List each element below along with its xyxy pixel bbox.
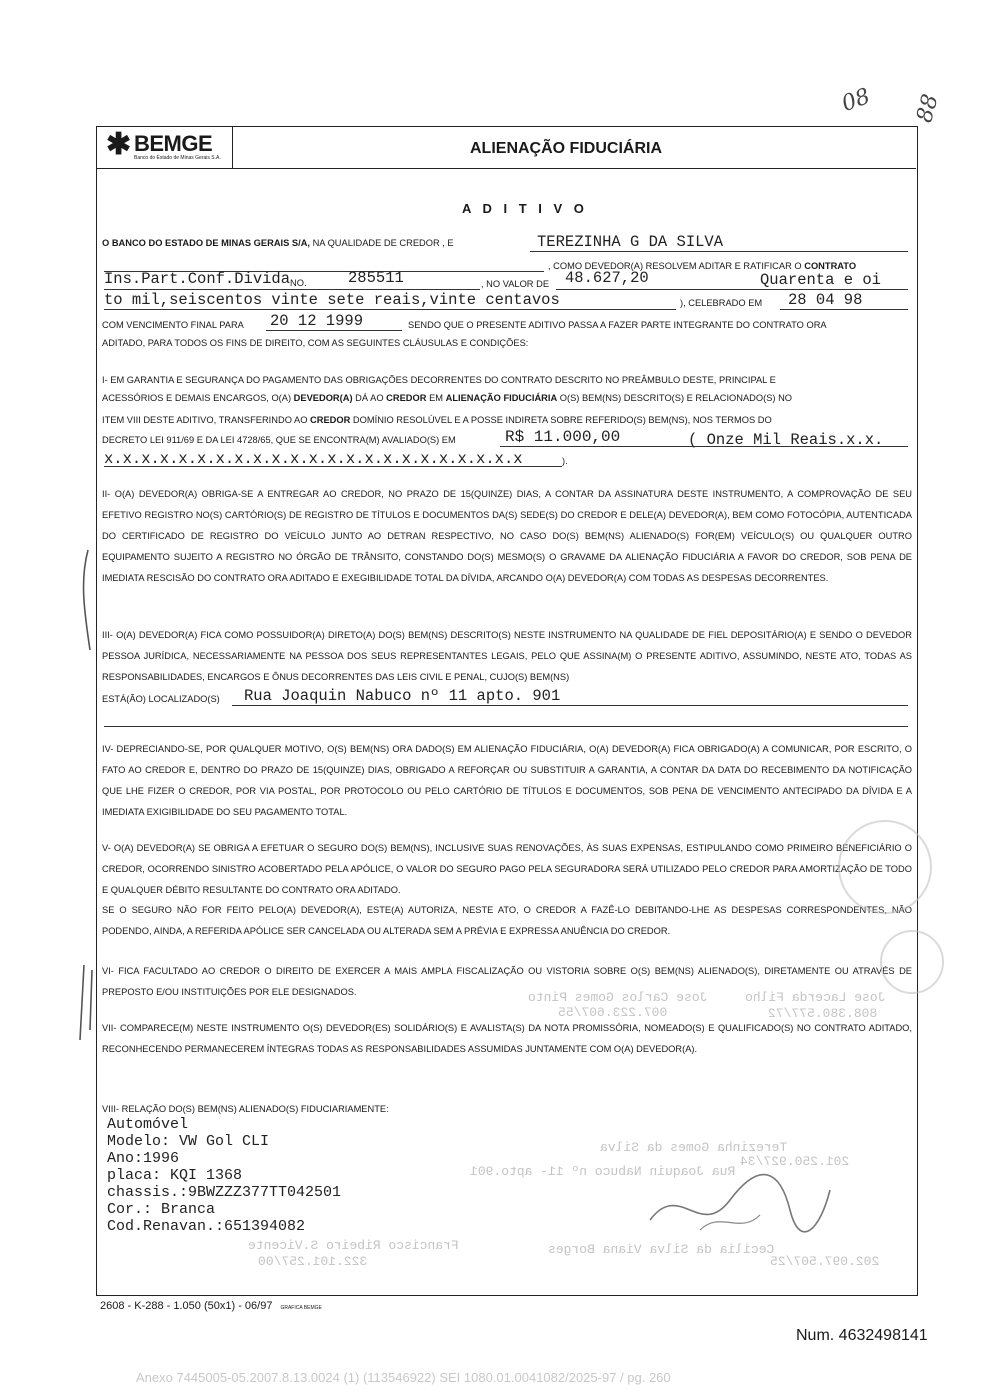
bleed-text: 007.223.607/55 <box>558 1005 668 1020</box>
signature-icon <box>640 1160 840 1250</box>
appraised-value-words-1: ( Onze Mil Reais.x.x. <box>688 431 884 449</box>
annex-reference: Anexo 7445005-05.2007.8.13.0024 (1) (113546922) SEI 1080.01.0041082/2025-97 / pg. 260 <box>136 1370 671 1385</box>
valor-label: , NO VALOR DE <box>481 279 550 289</box>
margin-marks-icon <box>60 960 100 1050</box>
location-label: ESTÁ(ÃO) LOCALIZADO(S) <box>102 694 220 704</box>
logo-subtitle: Banco do Estado de Minas Gerais S.A. <box>134 155 221 161</box>
bleed-text: Terezinha Gomes da Silva <box>600 1140 788 1155</box>
asset-line: Cod.Renavan.:651394082 <box>107 1218 306 1235</box>
celebrado-date: 28 04 98 <box>788 291 863 309</box>
notary-stamp <box>838 820 932 914</box>
clause8-label: VIII- RELAÇÃO DO(S) BEM(NS) ALIENADO(S) FIDUCIARIAMENTE: <box>102 1104 389 1114</box>
clause4: IV- DEPRECIANDO-SE, POR QUALQUER MOTIVO, O(S) BEM(NS) ORA DADO(S) EM ALIENAÇÃO FIDUCIÁRIA, O(A) DEVEDOR(A) FICA OBRIGADO(A) A COMUNICAR, POR ESCRITO, O FATO AO CREDOR E, DENTRO DO PRAZO DE 15(QUINZE) DIAS, OBRIGADO A REFORÇAR OU SUBSTITUIR A GARANTIA, A CONTAR DA DATA DO RECEBIMENTO DA NOTIFICAÇÃO QUE LHE FIZER O CREDOR, POR VIA POSTAL, POR PROTOCOLO OU PELO CARTÓRIO DE TÍTULOS E DOCUMENTOS, SOB PENA DE VENCIMENTO ANTECIPADO DA DÍVIDA E A IMEDIATA EXIGIBILIDADE DO SEU PAGAMENTO TOTAL. <box>102 744 912 817</box>
preamble-line6: ADITADO, PARA TODOS OS FINS DE DIREITO, COM AS SEGUINTES CLÁUSULAS E CONDIÇÕES: <box>102 338 529 348</box>
underline <box>104 289 480 290</box>
clause5b: SE O SEGURO NÃO FOR FEITO PELO(A) DEVEDOR(A), ESTE(A) AUTORIZA, NESTE ATO, O CREDOR A FAZÊ-LO DEBITANDO-LHE AS DESPESAS CORRESPONDENTES, NÃO PODENDO, AINDA, A REFERIDA APÓLICE SER CANCELADA OU ALTERADA SEM A PRÉVIA E EXPRESSA ANUÊNCIA DO CREDOR. <box>102 905 912 936</box>
contract-number: 285511 <box>348 269 404 287</box>
document-number: Num. 4632498141 <box>796 1327 928 1344</box>
debtor-name: TEREZINHA G DA SILVA <box>537 233 724 251</box>
venc-rest: SENDO QUE O PRESENTE ADITIVO PASSA A FAZER PARTE INTEGRANTE DO CONTRATO ORA <box>408 320 827 330</box>
asset-line: chassis.:9BWZZZ377TT042501 <box>107 1184 342 1201</box>
clause1-end: ). <box>562 456 568 466</box>
underline <box>232 705 908 706</box>
logo-divider <box>232 126 233 168</box>
document-title: ALIENAÇÃO FIDUCIÁRIA <box>470 140 662 157</box>
clause1-line2: ACESSÓRIOS E DEMAIS ENCARGOS, O(A) DEVEDOR(A) DÁ AO CREDOR EM ALIENAÇÃO FIDUCIÁRIA O(S) BEM(NS) DESCRITO(S) E RELACIONADO(S) NO <box>102 393 793 403</box>
bleed-text: Rua Joaquin Nabuco nº 11- apto.901 <box>470 1164 736 1179</box>
handwritten-mark-1: 08 <box>838 83 874 118</box>
handwritten-mark-2: 88 <box>912 91 944 126</box>
contract-no-label: NO. <box>290 278 307 288</box>
underline <box>266 330 402 331</box>
bleed-text: Cecilia da Silva Viana Borges <box>548 1242 775 1257</box>
asset-list <box>107 1116 341 1235</box>
preamble-line2: , COMO DEVEDOR(A) RESOLVEM ADITAR E RATIFICAR O CONTRATO <box>548 261 857 271</box>
clause6: VI- FICA FACULTADO AO CREDOR O DIREITO DE EXERCER A MAIS AMPLA FISCALIZAÇÃO OU VISTORIA SOBRE O(S) BEM(NS) ALIENADO(S), DIRETAMENTE OU ATRAVÉS DE PREPOSTO E/OU INSTITUIÇÕES POR ELE DESIGNADOS. <box>102 966 912 997</box>
asset-line: placa: KQI 1368 <box>107 1167 243 1184</box>
clause7: VII- COMPARECE(M) NESTE INSTRUMENTO O(S) DEVEDOR(ES) SOLIDÁRIO(S) E AVALISTA(S) DA NOTA PROMISSÓRIA, NOMEADO(S) E QUALIFICADO(S) NO CONTRATO ADITADO, RECONHECENDO PERMANECEREM ÍNTEGRAS TODAS AS RESPONSABILIDADES ASSUMIDAS JUNTAMENTE COM O(A) DEVEDOR(A). <box>102 1023 912 1054</box>
notary-stamp <box>880 930 944 994</box>
underline <box>530 251 908 252</box>
asset-line: Ano:1996 <box>107 1150 180 1167</box>
logo-text: BEMGE <box>134 131 213 156</box>
underline <box>104 466 562 467</box>
bleed-text: Jose Lacerda Filho <box>745 990 886 1005</box>
bleed-text: 201.250.927/34 <box>740 1154 850 1169</box>
underline <box>500 446 908 447</box>
venc-date: 20 12 1999 <box>270 312 364 330</box>
asset-line: Modelo: VW Gol CLI <box>107 1133 270 1150</box>
contract-type: Ins.Part.Conf.Divida <box>104 270 291 288</box>
appraised-value-words-2: x.x.x.x.x.x.x.x.x.x.x.x.x.x.x.x.x.x.x.x.x.x.x <box>104 450 523 468</box>
clause1-line4: DECRETO LEI 911/69 E DA LEI 4728/65, QUE SE ENCONTRA(M) AVALIADO(S) EM <box>102 435 456 445</box>
underline <box>104 726 908 727</box>
celebrado-label: ), CELEBRADO EM <box>680 298 763 308</box>
clause1-line1: I- EM GARANTIA E SEGURANÇA DO PAGAMENTO DAS OBRIGAÇÕES DECORRENTES DO CONTRATO DESCRITO NO PREÂMBULO DESTE, PRINCIPAL E <box>102 375 776 385</box>
value-words-1: Quarenta e oi <box>760 271 881 289</box>
bleed-text: 322.101.257/00 <box>258 1254 368 1269</box>
bleed-text: 808.380.577/72 <box>768 1006 878 1021</box>
location-value: Rua Joaquin Nabuco nº 11 apto. 901 <box>244 687 561 705</box>
bemge-logo <box>104 130 230 164</box>
venc-label: COM VENCIMENTO FINAL PARA <box>102 320 244 330</box>
contract-value: 48.627,20 <box>565 269 649 287</box>
aditivo-heading: A D I T I V O <box>462 201 588 216</box>
bleed-text: Francisco Ribeiro S.Vicente <box>248 1238 459 1253</box>
clause1-line3: ITEM VIII DESTE ADITIVO, TRANSFERINDO AO CREDOR DOMÍNIO RESOLÚVEL E A POSSE INDIRETA SOBRE REFERIDO(S) BEM(NS), NOS TERMOS DO <box>102 415 772 425</box>
underline <box>104 309 676 310</box>
bleed-text: 202.097.507/25 <box>770 1254 880 1269</box>
asset-line: Cor.: Branca <box>107 1201 216 1218</box>
margin-marks-icon <box>60 540 100 660</box>
bleed-text: Jose Carlos Gomes Pinto <box>528 990 708 1005</box>
clause5a: V- O(A) DEVEDOR(A) SE OBRIGA A EFETUAR O SEGURO DO(S) BEM(NS), INCLUSIVE SUAS RENOVAÇÕES, ÀS SUAS EXPENSAS, ESTIPULANDO COMO PRIMEIRO BENEFICIÁRIO O CREDOR, OCORRENDO SINISTRO ACOBERTADO PELA APÓLICE, O VALOR DO SEGURO PAGO PELA SEGURADORA SERÁ UTILIZADO PELO CREDOR PARA AMORTIZAÇÃO DE TODO E QUALQUER DÉBITO RESULTANTE DO CONTRATO ORA ADITADO. <box>102 843 912 895</box>
appraised-value: R$ 11.000,00 <box>505 428 621 446</box>
header-divider <box>96 168 916 169</box>
clause3: III- O(A) DEVEDOR(A) FICA COMO POSSUIDOR(A) DIRETO(A) DO(S) BEM(NS) DESCRITO(S) NESTE INSTRUMENTO NA QUALIDADE DE FIEL DEPOSITÁRIO(A) E SENDO O DEVEDOR PESSOA JURÍDICA, NECESSARIAMENTE NA PESSOA DOS SEUS REPRESENTANTES LEGAIS, PELO QUE ASSINA(M) O PRESENTE ADITIVO, ASSUMINDO, NESTE ATO, TODAS AS RESPONSABILIDADES, ENCARGOS E ÔNUS DECORRENTES DAS LEIS CIVIL E PENAL, CUJO(S) BEM(NS) <box>102 630 912 682</box>
underline <box>556 289 908 290</box>
bemge-star-icon: ✱ <box>106 128 132 161</box>
preamble-line1: O BANCO DO ESTADO DE MINAS GERAIS S/A, NA QUALIDADE DE CREDOR , E <box>102 238 454 248</box>
asset-line: Automóvel <box>107 1116 189 1133</box>
form-code: 2608 - K-288 - 1.050 (50x1) - 06/97 GRAFICA BEMGE <box>100 1300 322 1312</box>
value-words-2: to mil,seiscentos vinte sete reais,vinte centavos <box>104 291 560 309</box>
underline <box>780 309 908 310</box>
clause2: II- O(A) DEVEDOR(A) OBRIGA-SE A ENTREGAR AO CREDOR, NO PRAZO DE 15(QUINZE) DIAS, A CONTAR DA ASSINATURA DESTE INSTRUMENTO, A COMPROVAÇÃO DE SEU EFETIVO REGISTRO NO(S) CARTÓRIO(S) DE REGISTRO DE TÍTULOS E DOCUMENTOS DA(S) SEDE(S) DO CREDOR E DELE(A) DEVEDOR(A), BEM COMO FOTOCÓPIA, AUTENTICADA DO CERTIFICADO DE REGISTRO DO VEÍCULO JUNTO AO DETRAN RESPECTIVO, NO CASO DO(S) BEM(NS) ALIENADO(S) FOR(EM) VEÍCULO(S) OU QUALQUER OUTRO EQUIPAMENTO SUJEITO A REGISTRO NO ÓRGÃO DE TRÂNSITO, CONSTANDO DO(S) MESMO(S) O GRAVAME DA ALIENAÇÃO FIDUCIÁRIA A FAVOR DO CREDOR, SOB PENA DE IMEDIATA RESCISÃO DO CONTRATO ORA ADITADO E EXEGIBILIDADE TOTAL DA DÍVIDA, ARCANDO O(A) DEVEDOR(A) COM TODAS AS DESPESAS DECORRENTES. <box>102 489 912 583</box>
